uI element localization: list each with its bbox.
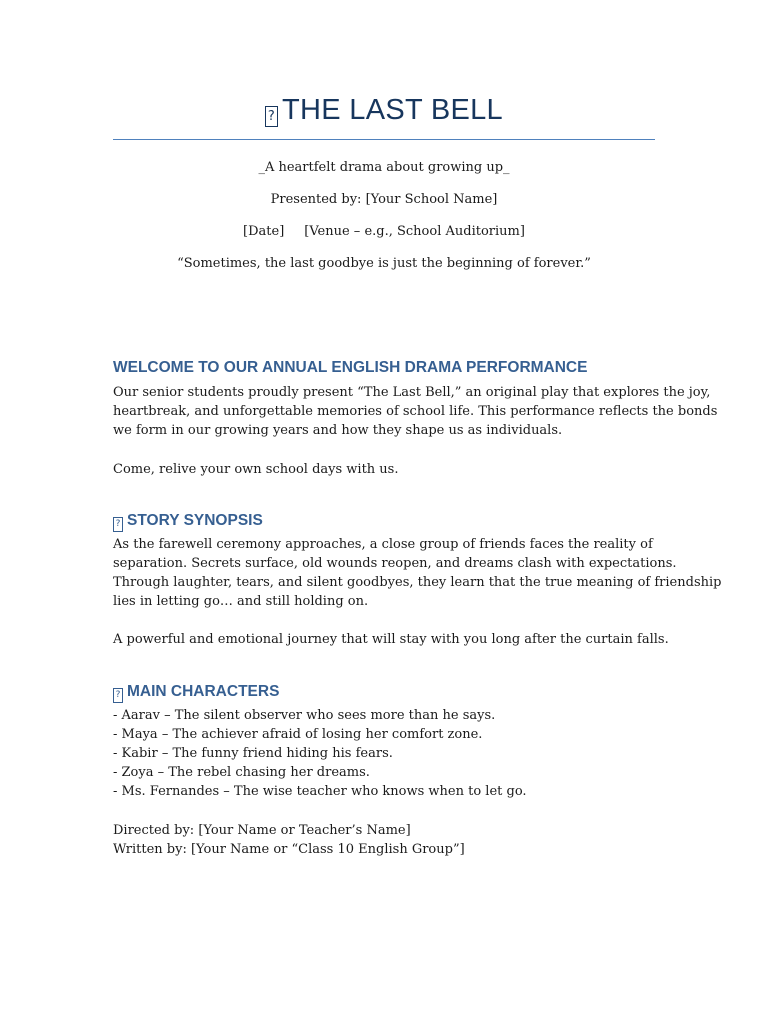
character-item: - Aarav – The silent observer who sees more than he says. (113, 708, 496, 723)
title-divider (113, 139, 655, 140)
characters-heading-text: MAIN CHARACTERS (127, 683, 280, 700)
quote: “Sometimes, the last goodbye is just the beginning of forever.” (177, 256, 591, 271)
welcome-heading: WELCOME TO OUR ANNUAL ENGLISH DRAMA PERFORMANCE (113, 359, 588, 376)
synopsis-line: lies in letting go… and still holding on. (113, 594, 369, 609)
welcome-closing: Come, relive your own school days with us. (113, 462, 399, 477)
synopsis-line: separation. Secrets surface, old wounds reopen, and dreams clash with expectations. (113, 556, 677, 571)
character-item: - Ms. Fernandes – The wise teacher who knows when to let go. (113, 784, 527, 799)
presented-by: Presented by: [Your School Name] (270, 192, 498, 207)
date-venue-line (0, 224, 768, 239)
written-by: Written by: [Your Name or “Class 10 English Group”] (113, 842, 465, 857)
welcome-line: Our senior students proudly present “The Last Bell,” an original play that explores the joy, (113, 385, 711, 400)
synopsis-line: Through laughter, tears, and silent goodbyes, they learn that the true meaning of friendship (113, 575, 722, 590)
title-text: THE LAST BELL (282, 94, 503, 126)
directed-by: Directed by: [Your Name or Teacher’s Name] (113, 823, 411, 838)
synopsis-paragraph (113, 535, 722, 611)
bell-icon: ? (265, 106, 278, 127)
tagline: _A heartfelt drama about growing up_ (258, 160, 510, 175)
synopsis-closing: A powerful and emotional journey that will stay with you long after the curtain falls. (113, 632, 669, 647)
character-item: - Zoya – The rebel chasing her dreams. (113, 765, 370, 780)
character-item: - Maya – The achiever afraid of losing her comfort zone. (113, 727, 483, 742)
event-date: [Date] (243, 224, 285, 239)
characters-heading (113, 683, 279, 703)
characters-list (113, 706, 673, 801)
welcome-paragraph (113, 383, 718, 440)
masks-icon: ? (113, 688, 123, 703)
scroll-icon: ? (113, 517, 123, 532)
event-venue: [Venue – e.g., School Auditorium] (304, 224, 525, 239)
character-item: - Kabir – The funny friend hiding his fears. (113, 746, 393, 761)
page-title (0, 94, 768, 127)
synopsis-heading (113, 512, 263, 532)
synopsis-line: As the farewell ceremony approaches, a close group of friends faces the reality of (113, 537, 653, 552)
synopsis-heading-text: STORY SYNOPSIS (127, 512, 263, 529)
credits (113, 821, 673, 859)
welcome-line: we form in our growing years and how they shape us as individuals. (113, 423, 563, 438)
welcome-line: heartbreak, and unforgettable memories of school life. This performance reflects the bonds (113, 404, 718, 419)
